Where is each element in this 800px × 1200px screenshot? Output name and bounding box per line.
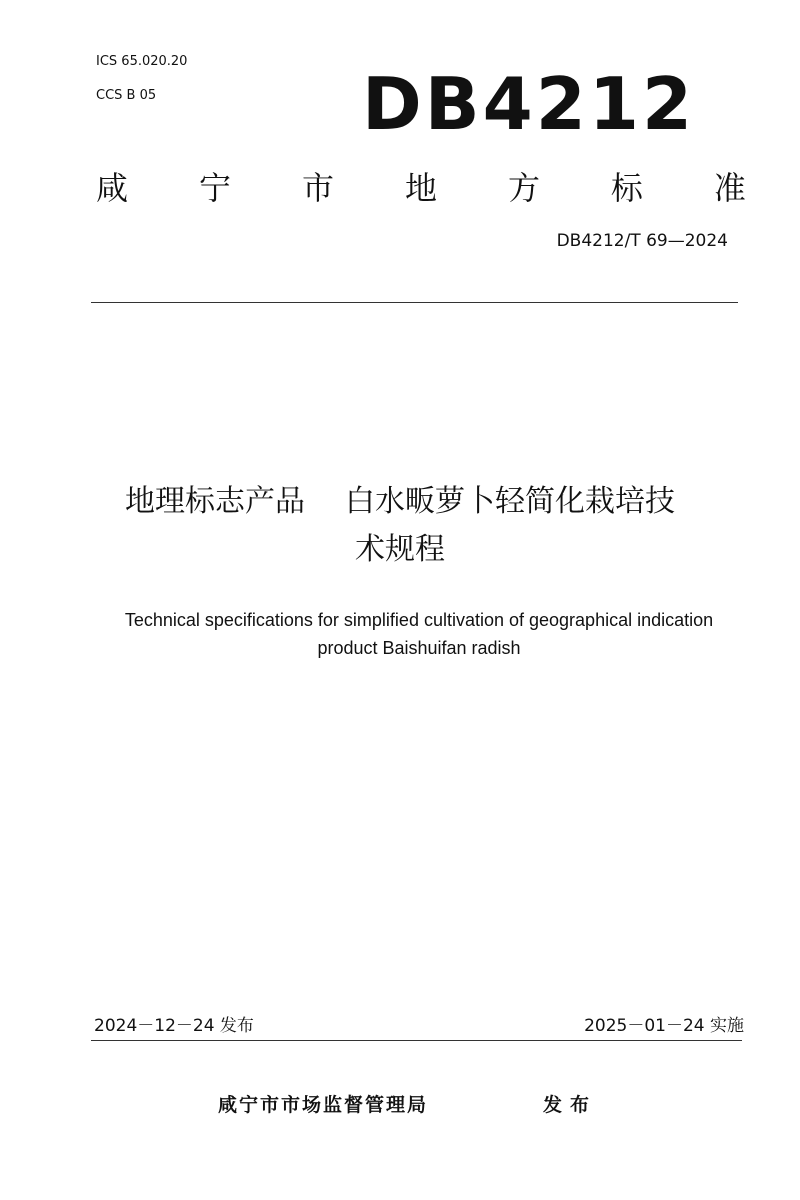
standard-type-char: 标 bbox=[610, 169, 643, 207]
publisher-name: 咸宁市市场监督管理局 bbox=[218, 1094, 429, 1116]
standard-number: DB4212/T 69—2024 bbox=[556, 231, 728, 251]
english-title-line-1: Technical specifications for simplified cultivation of geographical indication bbox=[124, 610, 714, 630]
standard-type-char: 市 bbox=[301, 169, 334, 207]
standard-type-char: 地 bbox=[404, 169, 437, 207]
ics-code: ICS 65.020.20 bbox=[96, 54, 188, 69]
ccs-code: CCS B 05 bbox=[96, 88, 157, 103]
chinese-title-line-1 bbox=[0, 482, 800, 522]
standard-type-char: 准 bbox=[713, 169, 746, 207]
standard-type-heading bbox=[96, 168, 746, 208]
publish-label: 发布 bbox=[543, 1094, 598, 1116]
chinese-title-line-2: 术规程 bbox=[355, 532, 445, 567]
chinese-title-part-1: 地理标志产品 bbox=[125, 484, 305, 519]
standard-type-char: 宁 bbox=[198, 169, 231, 207]
standard-type-char: 咸 bbox=[96, 169, 129, 207]
english-title-line-2: product Baishuifan radish bbox=[317, 638, 521, 658]
chinese-title-part-2: 白水畈萝卜轻简化栽培技 bbox=[345, 484, 675, 519]
issue-date: 2024－12－24 发布 bbox=[94, 1016, 254, 1036]
standard-code: DB4212 bbox=[362, 62, 696, 146]
standard-type-char: 方 bbox=[507, 169, 540, 207]
footer-divider bbox=[91, 1040, 742, 1041]
header-divider bbox=[91, 302, 738, 303]
implementation-date: 2025－01－24 实施 bbox=[584, 1016, 744, 1036]
